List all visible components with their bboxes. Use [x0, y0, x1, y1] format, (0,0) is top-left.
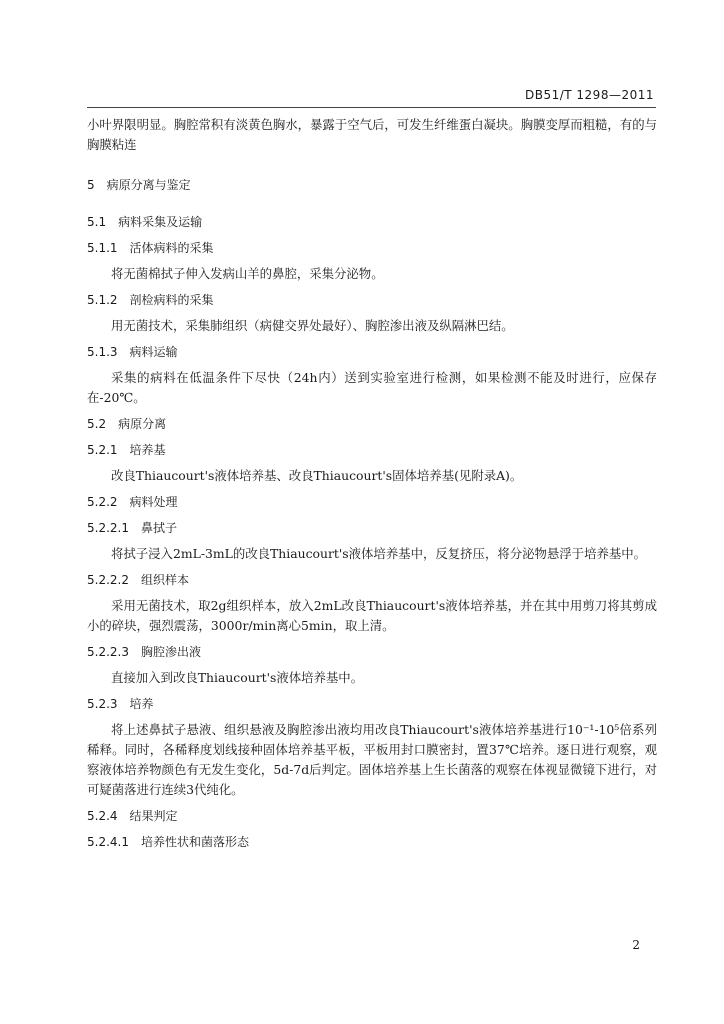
heading-5-2-3: 5.2.3 培养 — [87, 697, 154, 711]
heading-5-2-4: 5.2.4 结果判定 — [87, 809, 178, 823]
paragraph-5-2-1: 改良Thiaucourt's液体培养基、改良Thiaucourt's固体培养基(见附录A)。 — [111, 468, 523, 483]
heading-5-2-4-1: 5.2.4.1 培养性状和菌落形态 — [87, 835, 249, 849]
paragraph-intro: 小叶界限明显。胸腔常积有淡黄色胸水，暴露于空气后，可发生纤维蛋白凝块。胸膜变厚而粗糙，有的与胸膜粘连 — [87, 117, 657, 152]
heading-5-2-1: 5.2.1 培养基 — [87, 443, 166, 457]
heading-5-1-3: 5.1.3 病料运输 — [87, 345, 178, 359]
paragraph-5-2-3: 将上述鼻拭子悬液、组织悬液及胸腔渗出液均用改良Thiaucourt's液体培养基进行10⁻¹-10⁵倍系列稀释。同时，各稀释度划线接种固体培养基平板，平板用封口膜密封，置37℃培养。逐日进行观察，观察液体培养物颜色有无发生变化，5d-7d后判定。固体培养基上生长菌落的观察在体视显微镜下进行，对可疑菌落进行连续3代纯化。 — [87, 722, 657, 797]
heading-5-2-2-2: 5.2.2.2 组织样本 — [87, 573, 189, 587]
heading-5-2-2-3: 5.2.2.3 胸腔渗出液 — [87, 645, 201, 659]
heading-5-1-2: 5.1.2 剖检病料的采集 — [87, 293, 214, 307]
paragraph-5-2-2-2: 采用无菌技术，取2g组织样本，放入2mL改良Thiaucourt's液体培养基，并在其中用剪刀将其剪成小的碎块，强烈震荡，3000r/min离心5min，取上清。 — [87, 598, 657, 633]
paragraph-5-1-3: 采集的病料在低温条件下尽快（24h内）送到实验室进行检测，如果检测不能及时进行，应保存在-20℃。 — [87, 370, 657, 405]
heading-5-2-2-1: 5.2.2.1 鼻拭子 — [87, 521, 177, 535]
heading-5-2-2: 5.2.2 病料处理 — [87, 495, 178, 509]
document-body — [87, 115, 657, 852]
heading-5: 5 病原分离与鉴定 — [87, 178, 191, 192]
paragraph-5-2-2-1: 将拭子浸入2mL-3mL的改良Thiaucourt's液体培养基中，反复挤压，将分泌物悬浮于培养基中。 — [111, 546, 647, 561]
paragraph-5-1-2: 用无菌技术，采集肺组织（病健交界处最好）、胸腔渗出液及纵隔淋巴结。 — [111, 318, 514, 333]
heading-5-1: 5.1 病料采集及运输 — [87, 215, 203, 229]
page-number: 2 — [632, 938, 640, 952]
heading-5-2: 5.2 病原分离 — [87, 417, 167, 431]
paragraph-5-1-1: 将无菌棉拭子伸入发病山羊的鼻腔，采集分泌物。 — [111, 266, 384, 281]
paragraph-5-2-2-3: 直接加入到改良Thiaucourt's液体培养基中。 — [111, 670, 364, 685]
standard-code: DB51/T 1298—2011 — [524, 88, 654, 102]
header-rule — [87, 107, 656, 108]
heading-5-1-1: 5.1.1 活体病料的采集 — [87, 241, 214, 255]
